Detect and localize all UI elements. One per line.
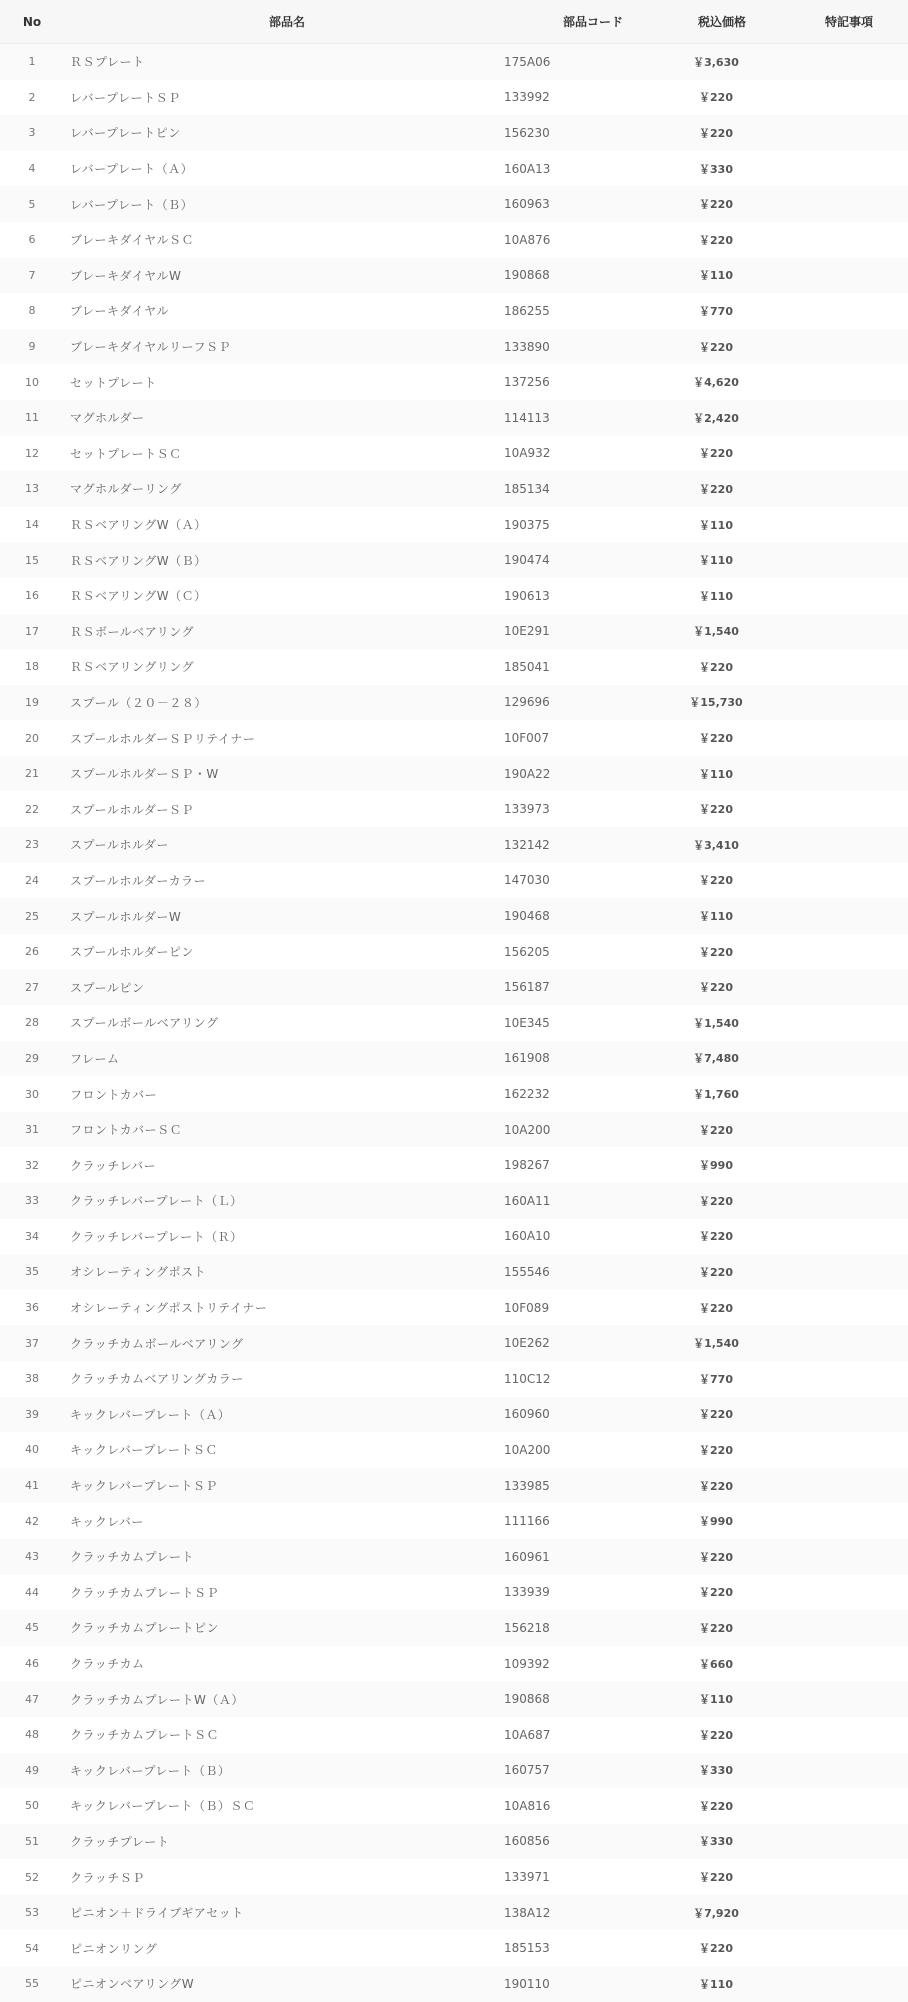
cell-part-code: 156187 [504,980,550,995]
table-row [0,1966,908,2002]
cell-price: ￥3,410 [693,838,739,852]
cell-price: ￥220 [699,340,733,354]
cell-price: ￥220 [699,1301,733,1315]
cell-part-name: フロントカバー [70,1087,158,1102]
cell-part-code: 198267 [504,1158,550,1173]
cell-no: 5 [28,197,36,211]
cell-part-code: 10A876 [504,232,551,247]
cell-part-name: クラッチＳＰ [70,1870,145,1885]
cell-price: ￥1,540 [693,1016,739,1030]
cell-no: 48 [25,1728,39,1742]
table-row [0,720,908,756]
cell-price: ￥220 [699,1621,733,1635]
cell-part-code: 160961 [504,1549,550,1564]
cell-part-name: オシレーティングポストリテイナー [70,1301,268,1316]
cell-price: ￥330 [699,1764,733,1778]
cell-part-code: 190110 [504,1976,550,1991]
cell-part-code: 129696 [504,695,550,710]
cell-part-name: レバープレート（Ｂ） [70,197,194,212]
cell-price: ￥220 [699,1265,733,1279]
cell-no: 4 [28,162,36,176]
cell-price: ￥110 [699,554,733,568]
cell-part-name: クラッチカムプレートＳＣ [70,1728,220,1743]
cell-no: 13 [25,482,39,496]
cell-part-name: スプールピン [70,980,145,995]
table-row [0,1930,908,1966]
table-row [0,1219,908,1255]
table-row [0,471,908,507]
cell-part-name: ＲＳベアリングW（Ｃ） [70,589,207,604]
cell-part-code: 133939 [504,1585,550,1600]
cell-no: 39 [25,1407,39,1421]
cell-no: 36 [25,1301,39,1315]
cell-no: 42 [25,1514,39,1528]
cell-no: 55 [25,1977,39,1991]
cell-no: 52 [25,1870,39,1884]
cell-price: ￥1,540 [693,625,739,639]
cell-price: ￥110 [699,767,733,781]
cell-part-name: キックレバープレート（Ｂ） [70,1763,231,1778]
cell-no: 32 [25,1158,39,1172]
cell-price: ￥220 [699,1408,733,1422]
cell-price: ￥220 [699,126,733,140]
cell-no: 46 [25,1657,39,1671]
cell-no: 44 [25,1585,39,1599]
cell-no: 35 [25,1265,39,1279]
table-row [0,1788,908,1824]
cell-no: 50 [25,1799,39,1813]
table-row [0,44,908,80]
cell-no: 33 [25,1194,39,1208]
table-row [0,1681,908,1717]
cell-price: ￥110 [699,518,733,532]
cell-part-code: 160960 [504,1407,550,1422]
cell-part-code: 155546 [504,1264,550,1279]
cell-part-name: キックレバープレート（Ａ） [70,1407,231,1422]
cell-part-name: クラッチカムプレートピン [70,1621,220,1636]
table-row [0,80,908,116]
cell-no: 19 [25,695,39,709]
cell-part-code: 160856 [504,1834,550,1849]
table-row [0,1824,908,1860]
cell-no: 2 [28,90,36,104]
cell-part-code: 190868 [504,268,550,283]
cell-part-name: キックレバープレートＳＣ [70,1443,218,1458]
cell-part-code: 156218 [504,1620,550,1635]
cell-price: ￥770 [699,304,733,318]
cell-part-code: 190375 [504,517,550,532]
cell-no: 1 [28,55,36,69]
table-row [0,436,908,472]
table-row [0,1112,908,1148]
cell-part-code: 133971 [504,1870,550,1885]
cell-no: 41 [25,1479,39,1493]
table-row [0,1895,908,1931]
table-row [0,685,908,721]
cell-no: 22 [25,802,39,816]
table-row [0,1539,908,1575]
cell-part-name: ブレーキダイヤル [70,304,170,319]
cell-no: 30 [25,1087,39,1101]
cell-part-name: レバープレートピン [70,126,181,141]
cell-part-name: ＲＳプレート [70,55,145,70]
table-row [0,791,908,827]
cell-price: ￥7,920 [693,1906,739,1920]
table-row [0,1717,908,1753]
cell-part-name: スプール（２０－２８） [70,695,207,710]
table-row [0,1041,908,1077]
table-row [0,1361,908,1397]
cell-price: ￥220 [699,981,733,995]
cell-no: 24 [25,873,39,887]
cell-price: ￥660 [699,1657,733,1671]
cell-no: 54 [25,1941,39,1955]
table-row [0,614,908,650]
cell-part-code: 10A200 [504,1122,551,1137]
cell-part-code: 185153 [504,1941,550,1956]
cell-no: 9 [28,340,36,354]
cell-part-code: 161908 [504,1051,550,1066]
cell-part-name: スプールホルダーピン [70,945,194,960]
cell-part-name: スプールホルダーＳＰ [70,802,194,817]
table-row [0,186,908,222]
cell-no: 23 [25,838,39,852]
cell-part-name: オシレーティングポスト [70,1265,207,1280]
cell-no: 16 [25,589,39,603]
cell-part-name: ブレーキダイヤルＳＣ [70,233,195,248]
cell-price: ￥110 [699,910,733,924]
cell-no: 15 [25,553,39,567]
table-row [0,649,908,685]
table-row [0,934,908,970]
cell-part-name: レバープレートＳＰ [70,90,181,105]
cell-part-name: ピニオンベアリングW [70,1977,195,1992]
cell-part-code: 110C12 [504,1371,551,1386]
table-row [0,827,908,863]
cell-price: ￥220 [699,447,733,461]
cell-no: 27 [25,980,39,994]
cell-part-name: セットプレート [70,375,157,390]
table-row [0,258,908,294]
cell-part-name: クラッチレバー [70,1158,157,1173]
table-row [0,969,908,1005]
cell-price: ￥990 [699,1515,733,1529]
cell-part-code: 185041 [504,659,550,674]
table-row [0,1432,908,1468]
header-part-code: 部品コード [562,15,623,29]
cell-part-name: クラッチプレート [70,1834,170,1849]
table-row [0,293,908,329]
table-row [0,1254,908,1290]
cell-part-code: 133992 [504,90,550,105]
cell-no: 14 [25,518,39,532]
cell-part-name: フレーム [70,1051,120,1066]
cell-part-name: ＲＳベアリングW（Ｂ） [70,553,207,568]
cell-part-name: マグホルダーリング [70,482,182,497]
cell-part-code: 138A12 [504,1905,551,1920]
cell-part-code: 10A200 [504,1442,551,1457]
cell-part-code: 114113 [504,410,550,425]
table-row [0,1575,908,1611]
cell-no: 38 [25,1372,39,1386]
cell-part-name: ブレーキダイヤルリーフＳＰ [70,340,231,355]
table-header [0,0,908,44]
table-row [0,1005,908,1041]
cell-no: 34 [25,1229,39,1243]
cell-price: ￥2,420 [693,411,739,425]
cell-part-code: 162232 [504,1087,550,1102]
cell-no: 47 [25,1692,39,1706]
cell-part-name: スプールホルダー [70,838,169,853]
cell-part-code: 10F007 [504,731,550,746]
cell-price: ￥330 [699,1835,733,1849]
cell-part-code: 190474 [504,553,550,568]
cell-part-name: ピニオンリング [70,1941,158,1956]
cell-part-name: ピニオン＋ドライブギアセット [70,1906,244,1921]
table-row [0,1859,908,1895]
cell-part-name: クラッチレバープレート（Ｌ） [70,1194,243,1209]
cell-price: ￥220 [699,1123,733,1137]
cell-no: 51 [25,1834,39,1848]
cell-part-name: ブレーキダイヤルW [70,268,182,283]
cell-price: ￥220 [699,1194,733,1208]
cell-part-code: 10E291 [504,624,550,639]
cell-part-code: 190A22 [504,766,551,781]
cell-part-code: 111166 [504,1514,550,1529]
cell-part-code: 156205 [504,944,550,959]
cell-part-name: スプールホルダーカラー [70,873,207,888]
cell-part-name: ＲＳベアリングリング [70,660,195,675]
cell-price: ￥220 [699,91,733,105]
header-notes: 特記事項 [824,15,873,29]
cell-part-name: キックレバープレート（Ｂ）ＳＣ [70,1799,256,1814]
cell-part-code: 132142 [504,837,550,852]
table-row [0,542,908,578]
table-row [0,863,908,899]
cell-part-code: 10A816 [504,1798,551,1813]
cell-part-name: クラッチカムプレート [70,1550,195,1565]
table-row [0,1610,908,1646]
cell-part-code: 190468 [504,909,550,924]
cell-part-code: 10E345 [504,1015,550,1030]
cell-price: ￥220 [699,732,733,746]
cell-no: 8 [28,304,36,318]
cell-part-code: 10F089 [504,1300,550,1315]
cell-price: ￥330 [699,162,733,176]
cell-price: ￥220 [699,1942,733,1956]
cell-price: ￥220 [699,233,733,247]
cell-price: ￥110 [699,589,733,603]
cell-price: ￥3,630 [693,55,739,69]
cell-no: 21 [25,767,39,781]
cell-part-code: 109392 [504,1656,550,1671]
cell-part-code: 156230 [504,125,550,140]
cell-no: 49 [25,1763,39,1777]
cell-price: ￥990 [699,1159,733,1173]
cell-price: ￥220 [699,1443,733,1457]
cell-no: 6 [28,233,36,247]
cell-part-name: スプールボールベアリング [70,1016,219,1031]
table-row [0,364,908,400]
cell-part-code: 186255 [504,303,550,318]
cell-price: ￥220 [699,1728,733,1742]
cell-part-name: スプールホルダーＳＰリテイナー [70,731,256,746]
cell-part-name: クラッチカムベアリングカラー [70,1372,244,1387]
table-row [0,1325,908,1361]
cell-no: 12 [25,446,39,460]
cell-part-code: 190868 [504,1692,550,1707]
cell-no: 25 [25,909,39,923]
cell-part-name: クラッチカムプレートＳＰ [70,1585,220,1600]
cell-part-name: ＲＳボールベアリング [70,624,195,639]
cell-part-name: フロントカバーＳＣ [70,1123,183,1138]
cell-part-code: 160963 [504,197,550,212]
cell-part-name: クラッチカムプレートW（Ａ） [70,1692,244,1707]
table-row [0,1290,908,1326]
cell-no: 18 [25,660,39,674]
cell-price: ￥110 [699,1693,733,1707]
cell-part-name: クラッチカムボールベアリング [70,1336,244,1351]
cell-part-code: 133985 [504,1478,550,1493]
cell-part-name: スプールホルダーW [70,909,182,924]
cell-price: ￥4,620 [693,376,739,390]
cell-part-name: キックレバープレートＳＰ [70,1479,218,1494]
cell-part-code: 190613 [504,588,550,603]
cell-part-code: 160A10 [504,1229,551,1244]
cell-part-code: 160A11 [504,1193,551,1208]
cell-part-code: 133973 [504,802,550,817]
cell-part-code: 137256 [504,375,550,390]
cell-part-name: クラッチレバープレート（Ｒ） [70,1229,243,1244]
table-row [0,1076,908,1112]
cell-no: 40 [25,1443,39,1457]
table-row [0,507,908,543]
cell-no: 3 [28,126,36,140]
table-row [0,222,908,258]
cell-no: 37 [25,1336,39,1350]
cell-part-name: マグホルダー [70,411,145,426]
table-row [0,756,908,792]
table-row [0,1397,908,1433]
cell-part-code: 160A13 [504,161,551,176]
cell-part-code: 175A06 [504,54,551,69]
cell-price: ￥220 [699,1550,733,1564]
cell-part-name: セットプレートＳＣ [70,446,182,461]
table-row [0,329,908,365]
cell-no: 45 [25,1621,39,1635]
cell-price: ￥220 [699,660,733,674]
table-row [0,578,908,614]
cell-price: ￥220 [699,1230,733,1244]
cell-no: 7 [28,268,36,282]
header-no: No [22,14,42,29]
table-row [0,898,908,934]
cell-part-code: 133890 [504,339,550,354]
cell-part-code: 10E262 [504,1336,550,1351]
cell-price: ￥110 [699,1977,733,1991]
cell-part-name: スプールホルダーＳＰ・W [70,767,219,782]
cell-part-name: レバープレート（Ａ） [70,162,194,177]
cell-part-code: 10A687 [504,1727,551,1742]
cell-no: 43 [25,1550,39,1564]
cell-price: ￥1,760 [693,1088,739,1102]
cell-no: 28 [25,1016,39,1030]
cell-price: ￥110 [699,269,733,283]
cell-part-code: 160757 [504,1763,550,1778]
cell-price: ￥220 [699,945,733,959]
cell-part-code: 185134 [504,481,550,496]
cell-no: 31 [25,1123,39,1137]
cell-no: 20 [25,731,39,745]
cell-part-code: 147030 [504,873,550,888]
cell-no: 53 [25,1906,39,1920]
cell-no: 26 [25,945,39,959]
cell-price: ￥15,730 [689,696,743,710]
table-row [0,151,908,187]
cell-price: ￥1,540 [693,1337,739,1351]
cell-no: 29 [25,1051,39,1065]
cell-price: ￥220 [699,1799,733,1813]
cell-price: ￥220 [699,803,733,817]
cell-no: 11 [25,411,39,425]
cell-price: ￥220 [699,482,733,496]
header-price: 税込価格 [697,15,746,29]
table-row [0,1468,908,1504]
table-row [0,1147,908,1183]
cell-part-name: ＲＳベアリングW（Ａ） [70,518,207,533]
cell-price: ￥7,480 [693,1052,739,1066]
cell-no: 10 [25,375,39,389]
cell-part-name: キックレバー [70,1514,144,1529]
cell-price: ￥220 [699,198,733,212]
table-row [0,1503,908,1539]
table-row [0,1183,908,1219]
table-row [0,1646,908,1682]
cell-price: ￥770 [699,1372,733,1386]
table-body [0,44,908,2002]
cell-price: ￥220 [699,1871,733,1885]
table-row [0,115,908,151]
header-part-name: 部品名 [268,15,305,29]
cell-part-name: クラッチカム [70,1657,145,1672]
table-row [0,400,908,436]
cell-price: ￥220 [699,1479,733,1493]
cell-part-code: 10A932 [504,446,551,461]
cell-price: ￥220 [699,874,733,888]
table-row [0,1753,908,1789]
cell-price: ￥220 [699,1586,733,1600]
cell-no: 17 [25,624,39,638]
